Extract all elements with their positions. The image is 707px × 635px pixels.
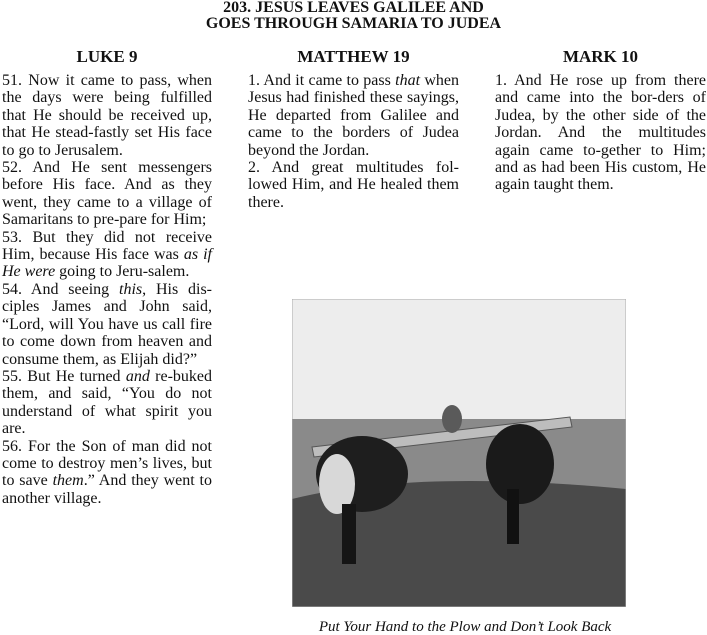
photo-ox-left-leg xyxy=(342,504,356,564)
verse xyxy=(248,159,459,211)
column-matthew xyxy=(248,72,459,211)
verse-text: .” And they went to another village. xyxy=(2,472,212,507)
verse-text: 56. For the Son of man did not come to destroy men’s lives, but to save xyxy=(2,437,212,490)
photo-illustration xyxy=(292,299,626,607)
verse-italic-text: them xyxy=(52,472,84,490)
column-luke xyxy=(2,72,212,507)
verse xyxy=(2,368,212,438)
column-heading-mark: MARK 10 xyxy=(562,47,639,66)
verse xyxy=(2,159,212,229)
column-mark xyxy=(495,72,706,194)
verse-italic-text: this xyxy=(119,280,143,298)
verse-text: 52. And He sent messengers before His face. And as they went, they came to a village of Samaritans to pre-pare for Him; xyxy=(2,159,212,229)
verse-italic-text: that xyxy=(395,72,421,89)
verse xyxy=(2,281,212,368)
title-line-2: GOES THROUGH SAMARIA TO JUDEA xyxy=(205,15,502,32)
verse-text: 51. Now it came to pass, when the days were being fulfilled that He should be received up, that He stead-fastly set His face to go to Jerusalem. xyxy=(2,72,212,159)
verse-italic-text: and xyxy=(125,367,150,385)
verse xyxy=(248,72,459,159)
verse-text: going to Jeru-salem. xyxy=(55,263,190,281)
verse-text: 2. And great multitudes fol-lowed Him, and He healed them there. xyxy=(248,159,459,211)
column-heading-matthew: MATTHEW 19 xyxy=(297,47,410,66)
verse xyxy=(2,229,212,281)
photo-caption: Put Your Hand to the Plow and Don’t Look Back xyxy=(318,619,612,635)
verse-text: , His dis-ciples James and John said, “Lord, will You have us call fire to come down from heaven and consume them, as Elijah did?” xyxy=(2,280,213,368)
verse-text: re-buked them, and said, “You do not understand of what spirit you are. xyxy=(2,367,212,438)
verse xyxy=(2,72,212,159)
photo-ox-right xyxy=(486,424,554,504)
title-line-1: 203. JESUS LEAVES GALILEE AND xyxy=(223,0,484,16)
photo-ox-right-leg xyxy=(507,489,519,544)
photo-plowing-oxen xyxy=(292,299,626,607)
verse-text: 55. But He turned xyxy=(2,367,126,385)
page-title xyxy=(0,0,707,32)
verse xyxy=(2,438,212,508)
verse-text: 54. And seeing xyxy=(2,280,120,298)
verse-text: 53. But they did not receive Him, because His face was xyxy=(2,228,212,264)
verse-italic-text: as if He were xyxy=(2,246,212,281)
verse xyxy=(495,72,706,194)
column-heading-luke: LUKE 9 xyxy=(76,47,138,66)
verse-text: 1. And it came to pass xyxy=(248,72,396,89)
photo-farmer xyxy=(442,405,462,433)
verse-text: when Jesus had finished these sayings, He departed from Galilee and came to the borders of Judea beyond the Jordan. xyxy=(248,72,460,159)
verse-text: 1. And He rose up from there and came into the bor-ders of Judea, by the other side of the Jordan. And the multitudes again came to-gether to Him; and as had been His custom, He again taught them. xyxy=(495,72,706,194)
